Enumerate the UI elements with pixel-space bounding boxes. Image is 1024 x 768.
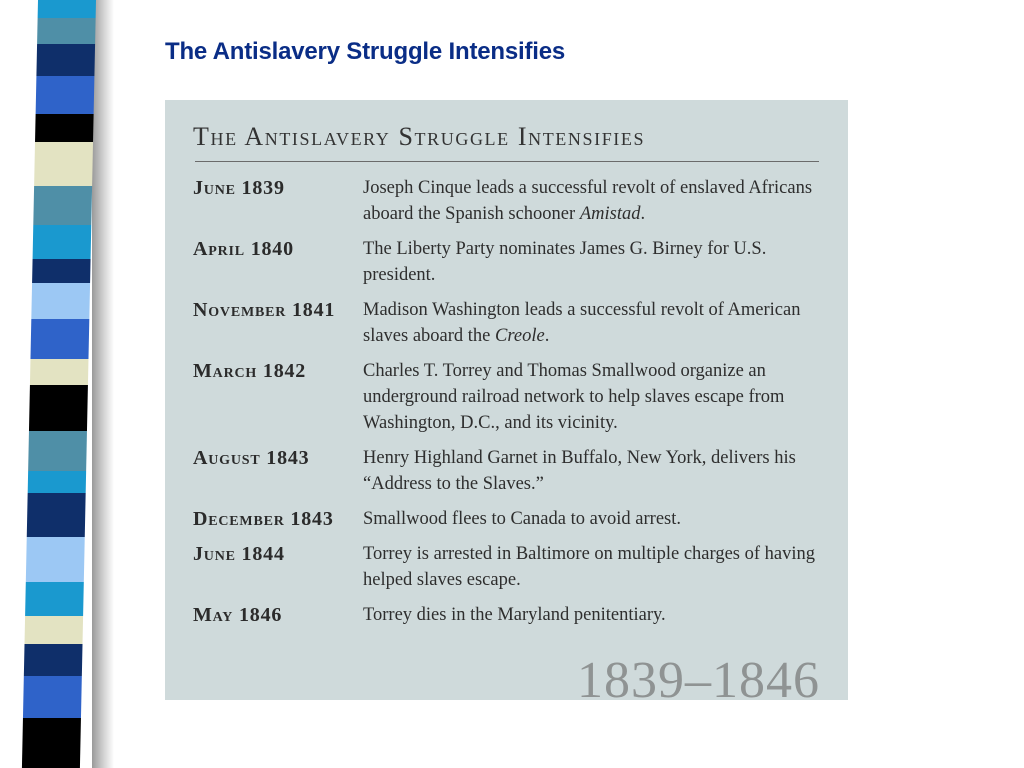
stripe-block <box>38 0 96 18</box>
stripe-block <box>23 676 82 718</box>
stripe-block <box>22 718 81 768</box>
stripe-block <box>32 259 91 283</box>
event-text: Madison Washington leads a successful revolt of American slaves aboard the <box>363 300 801 346</box>
entry-event <box>363 602 823 628</box>
entry-date: March 1842 <box>193 360 307 382</box>
panel-title: The Antislavery Struggle Intensifies <box>193 122 646 151</box>
stripe-block <box>25 582 84 616</box>
event-text: Torrey is arrested in Baltimore on multiple charges of having helped slaves escape. <box>363 544 816 590</box>
timeline-entry <box>193 602 823 628</box>
entry-event <box>363 236 823 288</box>
timeline-entry <box>193 297 823 349</box>
entry-date: December 1843 <box>193 508 334 530</box>
entry-date: June 1839 <box>193 177 285 199</box>
stripe-block <box>33 186 92 226</box>
event-tail: . <box>544 326 550 346</box>
timeline-entry <box>193 445 823 497</box>
decorative-stripe-bar <box>22 0 96 768</box>
entry-event <box>363 506 823 532</box>
timeline-panel <box>165 100 848 709</box>
entry-date: November 1841 <box>193 299 336 321</box>
entry-event <box>363 541 823 593</box>
timeline-list <box>193 175 823 637</box>
stripe-block <box>33 225 92 259</box>
stripe-block <box>28 431 87 471</box>
event-tail: . <box>640 204 646 224</box>
stripe-block <box>30 319 89 359</box>
entry-date: August 1843 <box>193 447 310 469</box>
stripe-block <box>24 644 83 676</box>
event-text: The Liberty Party nominates James G. Birney for U.S. president. <box>363 239 767 285</box>
event-text: Smallwood flees to Canada to avoid arrest. <box>363 509 682 529</box>
entry-event <box>363 175 823 227</box>
ship-name: Amistad <box>579 204 641 224</box>
timeline-entry <box>193 175 823 227</box>
stripe-block <box>35 114 94 142</box>
ship-name: Creole <box>495 326 545 346</box>
stripe-block <box>27 493 86 537</box>
slide-title: The Antislavery Struggle Intensifies <box>165 38 566 65</box>
event-text: Torrey dies in the Maryland penitentiary. <box>363 605 666 625</box>
stripe-block <box>25 616 84 644</box>
era-date-range: 1839–1846 <box>577 652 820 709</box>
timeline-entry <box>193 236 823 288</box>
entry-event <box>363 297 823 349</box>
stripe-block <box>26 537 85 583</box>
entry-date: June 1844 <box>193 543 285 565</box>
timeline-entry <box>193 506 823 532</box>
timeline-entry <box>193 541 823 593</box>
entry-date: April 1840 <box>193 238 294 260</box>
event-text: Joseph Cinque leads a successful revolt of enslaved Africans aboard the Spanish schooner <box>363 178 813 224</box>
stripe-block <box>36 76 95 114</box>
event-text: Henry Highland Garnet in Buffalo, New York, delivers his “Address to the Slaves.” <box>363 448 796 494</box>
timeline-entry <box>193 358 823 436</box>
stripe-block <box>28 471 86 493</box>
stripe-block <box>29 385 88 431</box>
stripe-block <box>37 18 96 44</box>
stripe-block <box>31 283 90 319</box>
stripe-block <box>36 44 95 76</box>
panel-divider <box>195 161 819 162</box>
stripe-shadow <box>92 0 114 768</box>
stripe-block <box>34 142 93 186</box>
entry-date: May 1846 <box>193 604 283 626</box>
event-text: Charles T. Torrey and Thomas Smallwood organize an underground railroad network to help slaves escape from Washington, D.C., and its vicinity. <box>363 361 785 433</box>
stripe-block <box>30 359 89 385</box>
entry-event <box>363 358 823 436</box>
entry-event <box>363 445 823 497</box>
